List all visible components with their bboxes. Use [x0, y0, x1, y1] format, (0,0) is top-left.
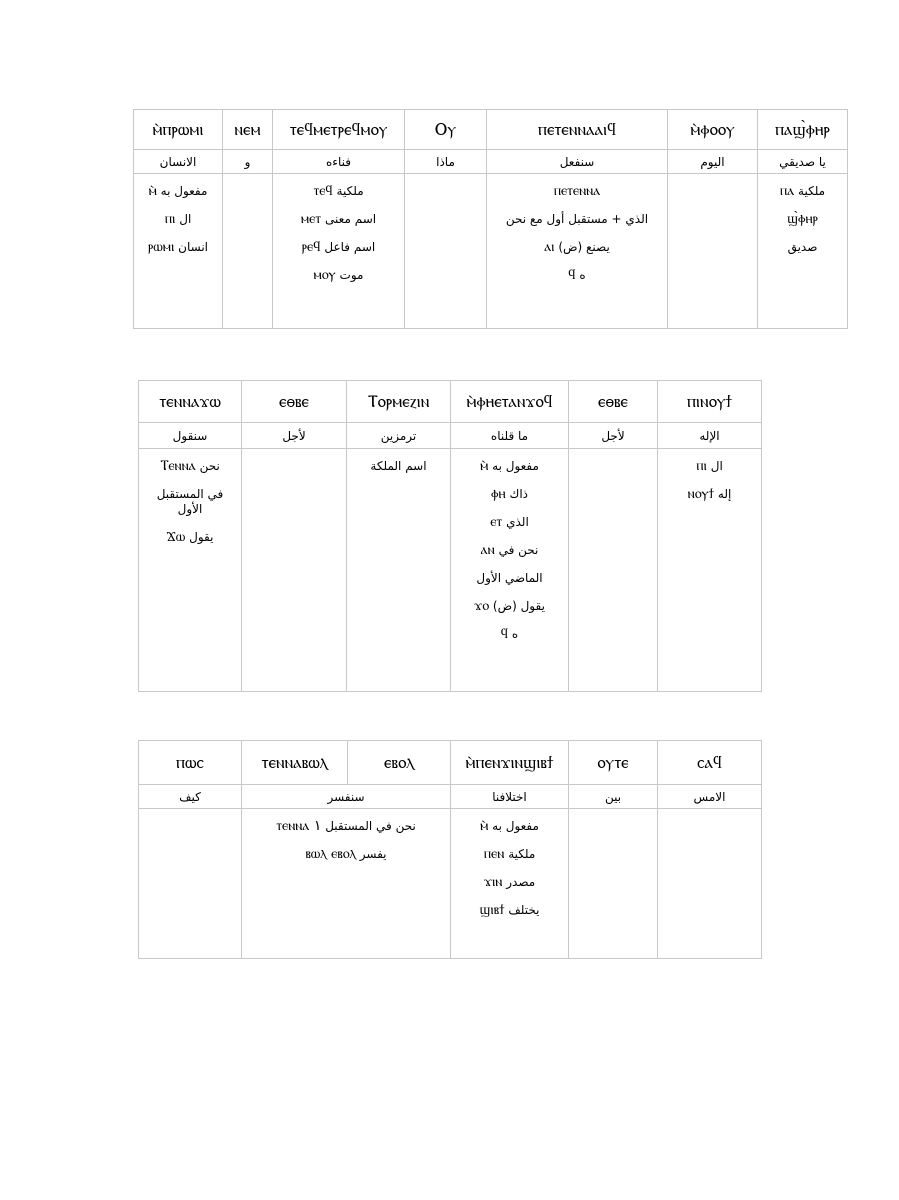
- translation-row: [139, 423, 762, 449]
- arabic-translation: الامس: [658, 785, 762, 809]
- coptic-word: ⲥⲁϥ: [658, 741, 762, 785]
- coptic-word: ⲡⲁϣ̀ⲫⲏⲣ: [758, 110, 848, 150]
- coptic-morpheme: ϣ̀ⲫⲏⲣ: [787, 211, 818, 227]
- arabic-gloss: مفعول به: [160, 184, 208, 198]
- analysis-line: [273, 268, 404, 283]
- coptic-word: ⲧⲉϥⲙⲉⲧⲣⲉϥⲙⲟⲩ: [273, 110, 405, 150]
- arabic-gloss: ال: [710, 459, 723, 473]
- arabic-gloss: يفسر: [359, 847, 387, 861]
- arabic-translation: كيف: [139, 785, 242, 809]
- analysis-line: [487, 212, 667, 227]
- arabic-translation: ترمزين: [347, 423, 451, 449]
- analysis-row: [139, 809, 762, 959]
- coptic-morpheme: ⲫⲏ: [490, 486, 506, 502]
- coptic-morpheme: ⲧⲉⲛⲛⲁ ١: [276, 818, 322, 834]
- grammar-table-1: [133, 109, 848, 329]
- arabic-gloss: في المستقبل الأول: [156, 487, 224, 516]
- arabic-gloss: ملكية: [508, 847, 536, 861]
- analysis-line: [451, 487, 568, 502]
- analysis-cell: [451, 809, 569, 959]
- analysis-line: [451, 515, 568, 530]
- analysis-lines: [134, 174, 222, 255]
- analysis-line: [139, 487, 241, 517]
- coptic-morpheme: ⲙ̀: [148, 183, 157, 199]
- analysis-cell: [139, 809, 242, 959]
- coptic-word: ⲙ̀ⲡⲣⲱⲙⲓ: [134, 110, 223, 150]
- coptic-morpheme: ⲣⲱⲙⲓ: [147, 239, 175, 255]
- arabic-gloss: انسان: [178, 240, 209, 254]
- coptic-word: ⲙ̀ⲫⲟⲟⲩ: [668, 110, 758, 150]
- coptic-morpheme: ⲡⲁ: [779, 183, 795, 199]
- analysis-line: [273, 212, 404, 227]
- analysis-line: [134, 212, 222, 227]
- analysis-cell: [347, 449, 451, 692]
- analysis-line: [451, 599, 568, 614]
- arabic-gloss: الماضي الأول: [476, 571, 543, 585]
- analysis-cell: [451, 449, 569, 692]
- coptic-morpheme: ⲧⲉϥ: [313, 183, 333, 199]
- arabic-gloss: اسم الملكة: [370, 459, 427, 473]
- coptic-word: ⲡⲓⲛⲟⲩϯ: [658, 381, 762, 423]
- arabic-translation: سنفعل: [487, 150, 668, 174]
- analysis-lines: [451, 449, 568, 642]
- arabic-translation: يا صديقي: [758, 150, 848, 174]
- arabic-gloss: الذي: [506, 515, 529, 529]
- arabic-gloss: يصنع (ض): [558, 240, 610, 254]
- coptic-morpheme: Ϫⲱ: [166, 529, 186, 545]
- arabic-gloss: مصدر: [506, 875, 536, 889]
- analysis-lines: [658, 449, 761, 502]
- analysis-line: [139, 530, 241, 545]
- coptic-morpheme: ⲉⲧ: [490, 514, 503, 530]
- arabic-gloss: صديق: [787, 240, 818, 254]
- coptic-morpheme: ⲡⲉⲧⲉⲛⲛⲁ: [553, 183, 601, 199]
- arabic-translation: سنقول: [139, 423, 242, 449]
- arabic-gloss: ه: [579, 268, 586, 282]
- coptic-word: ⲉⲃⲟⲗ: [348, 741, 451, 785]
- analysis-row: [139, 449, 762, 692]
- arabic-translation: ما قلناه: [451, 423, 569, 449]
- analysis-cell: [658, 449, 762, 692]
- analysis-line: [451, 459, 568, 474]
- analysis-cell: [273, 174, 405, 329]
- analysis-lines: [487, 174, 667, 283]
- analysis-line: [658, 487, 761, 502]
- coptic-word: Ⲧⲟⲣⲙⲉⲍⲓⲛ: [347, 381, 451, 423]
- coptic-morpheme: ⲙⲉⲧ: [300, 211, 322, 227]
- arabic-gloss: ملكية: [798, 184, 826, 198]
- analysis-line: [139, 459, 241, 474]
- analysis-cell: [405, 174, 487, 329]
- arabic-gloss: نحن في: [498, 543, 539, 557]
- arabic-gloss: اسم معنى: [325, 212, 377, 226]
- analysis-cell: [242, 449, 347, 692]
- arabic-gloss: اسم فاعل: [324, 240, 376, 254]
- analysis-line: [487, 268, 667, 283]
- coptic-word: ⲙ̀ⲡⲉⲛϫⲓⲛϣⲓⲃϯ: [451, 741, 569, 785]
- analysis-line: [487, 184, 667, 199]
- analysis-lines: [273, 174, 404, 283]
- coptic-morpheme: ⲙⲟⲩ: [313, 267, 336, 283]
- arabic-translation: لأجل: [242, 423, 347, 449]
- coptic-morpheme: ϥ: [500, 626, 509, 642]
- coptic-morpheme: ⲙ̀: [480, 818, 489, 834]
- arabic-gloss: مفعول به: [492, 459, 539, 473]
- analysis-lines: [347, 449, 450, 474]
- coptic-morpheme: ⲁⲛ: [480, 542, 495, 558]
- arabic-gloss: يقول (ض): [492, 599, 545, 613]
- arabic-translation: فناءه: [273, 150, 405, 174]
- arabic-gloss: ال: [179, 212, 192, 226]
- coptic-morpheme: ⲡⲓ: [696, 458, 707, 474]
- arabic-translation: ماذا: [405, 150, 487, 174]
- analysis-line: [451, 847, 568, 862]
- arabic-gloss: ذاك: [509, 487, 529, 501]
- arabic-gloss: يختلف: [508, 903, 540, 917]
- arabic-translation: بين: [569, 785, 658, 809]
- analysis-line: [451, 627, 568, 642]
- header-row: [139, 381, 762, 423]
- analysis-line: [451, 543, 568, 558]
- coptic-morpheme: ϫⲟ: [474, 598, 490, 614]
- coptic-morpheme: ϥ: [568, 267, 576, 283]
- arabic-gloss: يقول: [189, 530, 214, 544]
- coptic-word: ⲟⲩⲧⲉ: [569, 741, 658, 785]
- header-row: [134, 110, 848, 150]
- arabic-translation: سنفسر: [242, 785, 451, 809]
- analysis-line: [758, 212, 847, 227]
- header-row: [139, 741, 762, 785]
- arabic-gloss: مفعول به: [492, 819, 539, 833]
- coptic-morpheme: Ⲧⲉⲛⲛⲁ: [160, 458, 196, 474]
- analysis-cell: [487, 174, 668, 329]
- analysis-lines: [451, 809, 568, 918]
- coptic-word: ⲧⲉⲛⲛⲁϫⲱ: [139, 381, 242, 423]
- arabic-gloss: ملكية: [336, 184, 364, 198]
- arabic-gloss: الذي + مستقبل أول مع نحن: [505, 212, 649, 226]
- coptic-morpheme: ⲣⲉϥ: [301, 239, 321, 255]
- analysis-line: [451, 819, 568, 834]
- coptic-morpheme: ϫⲓⲛ: [483, 874, 503, 890]
- coptic-morpheme: ⲁⲓ: [544, 239, 555, 255]
- analysis-line: [758, 240, 847, 255]
- coptic-word: ⲧⲉⲛⲛⲁⲃⲱⲗ: [242, 741, 348, 785]
- coptic-word: ⲡⲱⲥ: [139, 741, 242, 785]
- analysis-line: [487, 240, 667, 255]
- analysis-line: [451, 875, 568, 890]
- analysis-cell: [569, 449, 658, 692]
- analysis-line: [273, 184, 404, 199]
- coptic-word: ⲡⲉⲧⲉⲛⲛⲁⲁⲓϥ: [487, 110, 668, 150]
- coptic-morpheme: ϣⲓⲃϯ: [479, 902, 505, 918]
- analysis-line: [758, 184, 847, 199]
- coptic-morpheme: ⲙ̀: [480, 458, 489, 474]
- analysis-cell: [139, 449, 242, 692]
- arabic-gloss: إله: [717, 487, 732, 501]
- arabic-translation: اليوم: [668, 150, 758, 174]
- analysis-line: [242, 819, 450, 834]
- grammar-table-2: [138, 380, 762, 692]
- analysis-line: [347, 459, 450, 474]
- grammar-table-3: [138, 740, 762, 959]
- analysis-cell: [569, 809, 658, 959]
- analysis-cell: [223, 174, 273, 329]
- translation-row: [134, 150, 848, 174]
- analysis-lines: [139, 449, 241, 545]
- coptic-word: ⲙ̀ⲫⲏⲉⲧⲁⲛϫⲟϥ: [451, 381, 569, 423]
- arabic-translation: الإله: [658, 423, 762, 449]
- analysis-cell: [658, 809, 762, 959]
- arabic-gloss: نحن: [199, 459, 220, 473]
- analysis-line: [134, 184, 222, 199]
- arabic-gloss: موت: [339, 268, 364, 282]
- coptic-word: ⲉⲑⲃⲉ: [242, 381, 347, 423]
- arabic-gloss: نحن في المستقبل: [325, 819, 416, 833]
- arabic-translation: اختلافنا: [451, 785, 569, 809]
- analysis-cell: [668, 174, 758, 329]
- analysis-cell: [134, 174, 223, 329]
- arabic-translation: و: [223, 150, 273, 174]
- coptic-morpheme: ⲡⲉⲛ: [483, 846, 505, 862]
- coptic-morpheme: ⲡⲓ: [164, 211, 176, 227]
- translation-row: [139, 785, 762, 809]
- analysis-line: [134, 240, 222, 255]
- analysis-cell: [242, 809, 451, 959]
- analysis-line: [658, 459, 761, 474]
- analysis-lines: [242, 809, 450, 862]
- analysis-line: [242, 847, 450, 862]
- analysis-line: [273, 240, 404, 255]
- coptic-morpheme: ⲃⲱⲗ ⲉⲃⲟⲗ: [305, 846, 356, 862]
- arabic-gloss: ه: [511, 627, 519, 641]
- arabic-translation: الانسان: [134, 150, 223, 174]
- analysis-line: [451, 571, 568, 586]
- analysis-row: [134, 174, 848, 329]
- coptic-word: ⲛⲉⲙ: [223, 110, 273, 150]
- coptic-morpheme: ⲛⲟⲩϯ: [687, 486, 715, 502]
- arabic-translation: لأجل: [569, 423, 658, 449]
- coptic-word: ⲉⲑⲃⲉ: [569, 381, 658, 423]
- analysis-lines: [758, 174, 847, 255]
- analysis-line: [451, 903, 568, 918]
- analysis-cell: [758, 174, 848, 329]
- coptic-word: Ⲟⲩ: [405, 110, 487, 150]
